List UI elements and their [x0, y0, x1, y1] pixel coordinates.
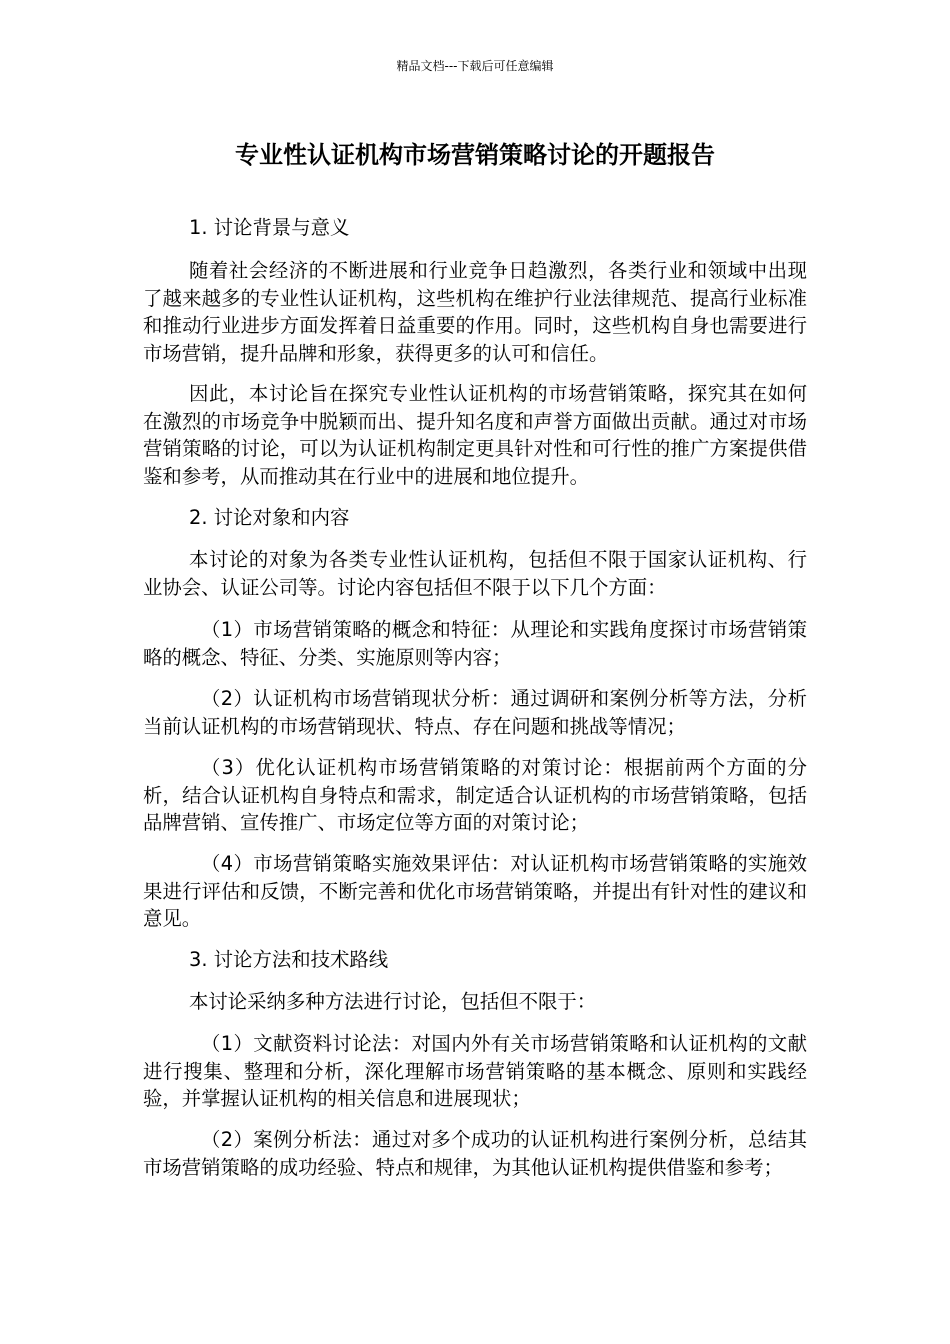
section-heading-2: 2. 讨论对象和内容: [189, 506, 350, 529]
section-heading-3: 3. 讨论方法和技术路线: [189, 948, 389, 971]
paragraph-method-intro: 本讨论采纳多种方法进行讨论，包括但不限于：: [189, 990, 597, 1013]
list-item-content-2: （2）认证机构市场营销现状分析：通过调研和案例分析等方法，分析当前认证机构的市场营销现状、特点、存在问题和挑战等情况；: [143, 687, 807, 738]
section-heading-1: 1. 讨论背景与意义: [189, 216, 350, 239]
list-item-content-1: （1）市场营销策略的概念和特征：从理论和实践角度探讨市场营销策略的概念、特征、分类、实施原则等内容；: [143, 618, 807, 669]
paragraph-purpose: 因此，本讨论旨在探究专业性认证机构的市场营销策略，探究其在如何在激烈的市场竞争中脱颖而出、提升知名度和声誉方面做出贡献。通过对市场营销策略的讨论，可以为认证机构制定更具针对性和可行性的推广方案提供借鉴和参考，从而推动其在行业中的进展和地位提升。: [143, 382, 807, 488]
paragraph-scope-intro: 本讨论的对象为各类专业性认证机构，包括但不限于国家认证机构、行业协会、认证公司等。讨论内容包括但不限于以下几个方面：: [143, 548, 807, 599]
list-item-content-4: （4）市场营销策略实施效果评估：对认证机构市场营销策略的实施效果进行评估和反馈，不断完善和优化市场营销策略，并提出有针对性的建议和意见。: [143, 852, 807, 930]
document-title: 专业性认证机构市场营销策略讨论的开题报告: [235, 141, 715, 169]
page-header: 精品文档---下载后可任意编辑: [396, 59, 554, 73]
paragraph-background: 随着社会经济的不断进展和行业竞争日趋激烈，各类行业和领域中出现了越来越多的专业性认证机构，这些机构在维护行业法律规范、提高行业标准和推动行业进步方面发挥着日益重要的作用。同时，这些机构自身也需要进行市场营销，提升品牌和形象，获得更多的认可和信任。: [143, 259, 807, 365]
list-item-method-1: （1）文献资料讨论法：对国内外有关市场营销策略和认证机构的文献进行搜集、整理和分析，深化理解市场营销策略的基本概念、原则和实践经验，并掌握认证机构的相关信息和进展现状；: [143, 1032, 807, 1110]
list-item-content-3: （3）优化认证机构市场营销策略的对策讨论：根据前两个方面的分析，结合认证机构自身特点和需求，制定适合认证机构的市场营销策略，包括品牌营销、宣传推广、市场定位等方面的对策讨论；: [143, 756, 807, 834]
list-item-method-2: （2）案例分析法：通过对多个成功的认证机构进行案例分析，总结其市场营销策略的成功经验、特点和规律，为其他认证机构提供借鉴和参考；: [143, 1128, 807, 1179]
